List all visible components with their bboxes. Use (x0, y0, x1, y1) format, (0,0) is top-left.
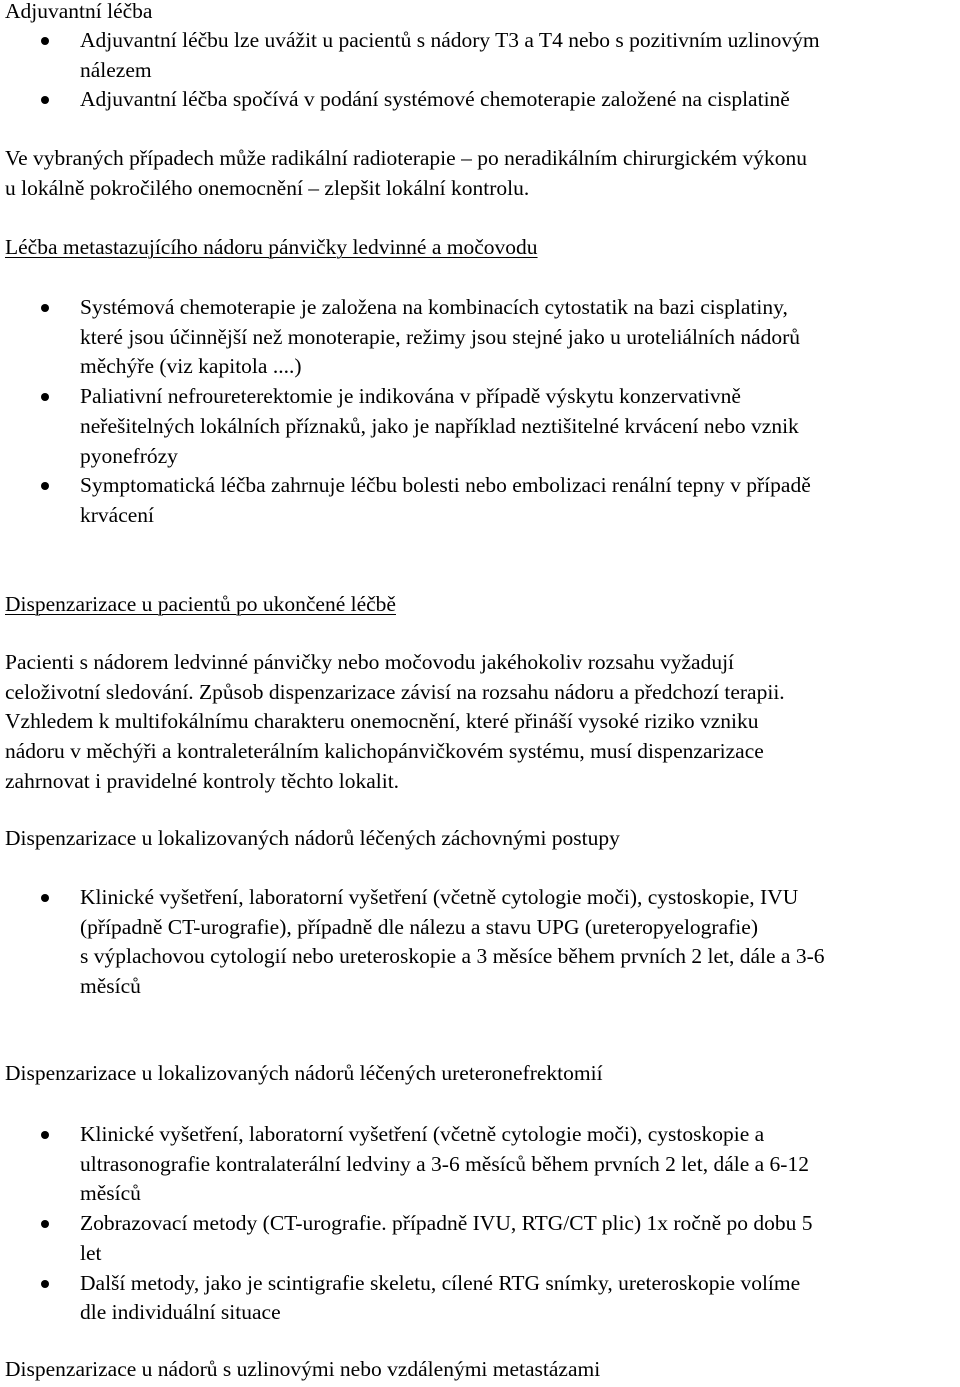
bullet-icon (41, 1131, 49, 1139)
section-heading-metastases: Dispenzarizace u nádorů s uzlinovými nebo vzdálenými metastázami (5, 1357, 601, 1381)
list-item: Paliativní nefroureterektomie je indikována v případě výskytu konzervativně neřešitelných lokálních příznaků, jako je například neztišitelné krvácení nebo vznik pyonefrózy (0, 382, 960, 471)
metastatic-bullet-list (0, 293, 960, 531)
section-heading-metastatic: Léčba metastazujícího nádoru pánvičky ledvinné a močovodu (5, 235, 538, 259)
list-item: Zobrazovací metody (CT-urografie. případně IVU, RTG/CT plic) 1x ročně po dobu 5 let (0, 1209, 960, 1268)
bullet-icon (41, 1220, 49, 1228)
bullet-icon (41, 393, 49, 401)
followup-paragraph: Pacienti s nádorem ledvinné pánvičky nebo močovodu jakéhokoliv rozsahu vyžadují celoživotní sledování. Způsob dispenzarizace závisí na rozsahu nádoru a předchozí terapii. Vzhledem k multifokálnímu charakteru onemocnění, které přináší vysoké riziko vzniku nádoru v měchýři a kontraleterálním kalichopánvičkovém systému, musí dispenzarizace zahrnovat i pravidelné kontroly těchto lokalit. (5, 650, 785, 793)
list-item: Klinické vyšetření, laboratorní vyšetření (včetně cytologie moči), cystoskopie, IVU (případně CT-urografie), případně dle nálezu a stavu UPG (ureteropyelografie) s výplachovou cytologií nebo ureteroskopie a 3 měsíce během prvních 2 let, dále a 3-6 měsíců (0, 883, 960, 1002)
list-item: Systémová chemoterapie je založena na kombinacích cytostatik na bazi cisplatiny, které jsou účinnější než monoterapie, režimy jsou stejné jako u uroteliálních nádorů měchýře (viz kapitola ....) (0, 293, 960, 382)
section-heading-nephrectomy: Dispenzarizace u lokalizovaných nádorů léčených ureteronefrektomií (5, 1061, 603, 1085)
bullet-icon (41, 304, 49, 312)
adjuvant-bullet-list (0, 26, 960, 115)
section-heading-adjuvant: Adjuvantní léčba (5, 0, 153, 23)
list-item: Adjuvantní léčbu lze uvážit u pacientů s nádory T3 a T4 nebo s pozitivním uzlinovým nálezem (0, 26, 960, 85)
bullet-icon (41, 894, 49, 902)
list-item: Další metody, jako je scintigrafie skeletu, cílené RTG snímky, ureteroskopie volíme dle individuální situace (0, 1269, 960, 1328)
list-item: Klinické vyšetření, laboratorní vyšetření (včetně cytologie moči), cystoskopie a ultrasonografie kontralaterální ledviny a 3-6 měsíců během prvních 2 let, dále a 6-12 měsíců (0, 1120, 960, 1209)
section-heading-followup: Dispenzarizace u pacientů po ukončené léčbě (5, 592, 396, 616)
nephrectomy-bullet-list (0, 1120, 960, 1328)
bullet-icon (41, 96, 49, 104)
section-heading-conservative: Dispenzarizace u lokalizovaných nádorů léčených záchovnými postupy (5, 826, 620, 850)
bullet-icon (41, 1280, 49, 1288)
bullet-icon (41, 482, 49, 490)
bullet-icon (41, 37, 49, 45)
list-item: Symptomatická léčba zahrnuje léčbu bolesti nebo embolizaci renální tepny v případě krvácení (0, 471, 960, 530)
list-item: Adjuvantní léčba spočívá v podání systémové chemoterapie založené na cisplatině (0, 85, 960, 115)
adjuvant-radiotherapy-paragraph: Ve vybraných případech může radikální radioterapie – po neradikálním chirurgickém výkonu u lokálně pokročilého onemocnění – zlepšit lokální kontrolu. (5, 146, 807, 200)
conservative-bullet-list (0, 883, 960, 1002)
